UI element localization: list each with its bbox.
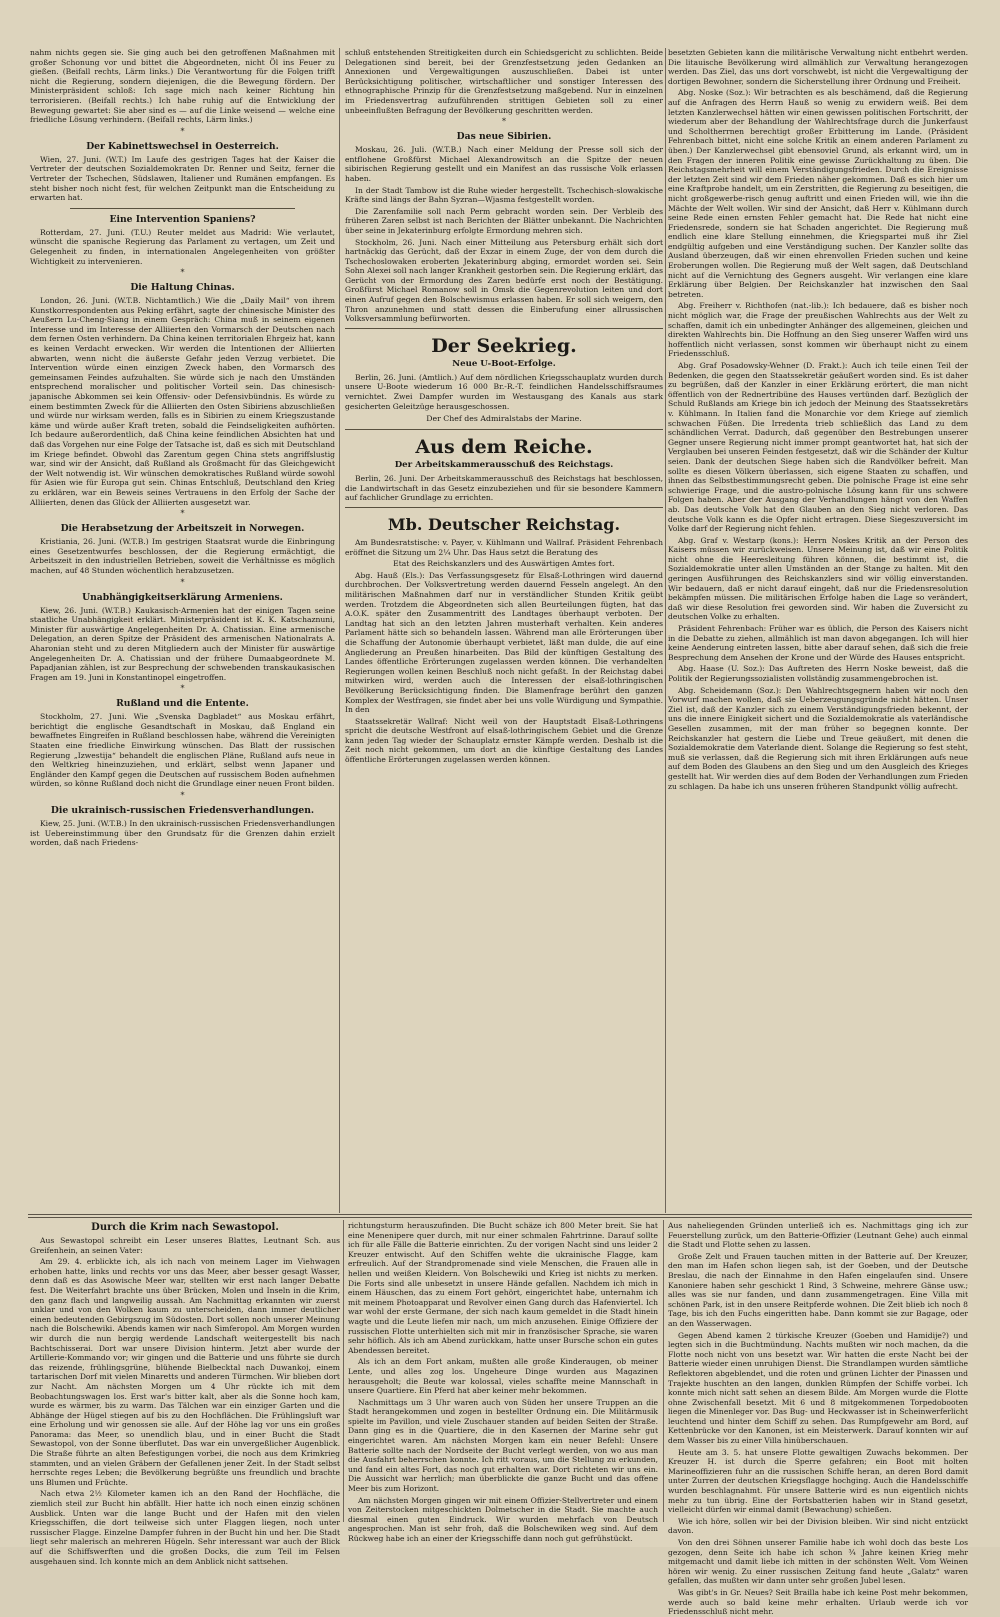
column-divider bbox=[665, 48, 666, 1213]
feuilleton-body: Als ich an dem Fort ankam, mußten alle große Kinderaugen, ob meiner Lente, und alles zog los. Ungeheure Dinge wurden aus Magazinen herausgeholt; die Beute war kolossal, vieles schaffte meine Mannschaft in unsere Quartiere. Ein Pferd hat aber keiner mehr bekommen. bbox=[348, 1357, 658, 1396]
article-body: Etat des Reichskanzlers und des Auswärtigen Amtes fort. bbox=[393, 559, 615, 569]
feuilleton-body: Heute am 3. 5. hat unsere Flotte gewaltigen Zuwachs bekommen. Der Kreuzer H. ist durch die Sperre gefahren; ein Boot mit holten Marineoffizieren fuhr an die russischen Schiffe heran, an deren Bord damit unter Zurren der deutschen Kriegsflagge hochging. Auch die Handelsschiffe wurden beschlagnahmt. Für unsere Batterie wird es nun eigentlich nichts mehr zu tun übrig. Eine der Fortsbatterien haben wir in Stand gesetzt, vielleicht dürfen wir einmal damit (Bewachung) schießen. bbox=[668, 1447, 968, 1515]
separator-star: * bbox=[180, 684, 185, 694]
article-continuation: schluß entstehenden Streitigkeiten durch ein Schiedsgericht zu schlichten. Beide Delegationen sind bereit, bei der Grenzfestsetzung jeden Gedanken an Annexionen und Vergewaltigungen auszuschließen. Dabei ist unter Berücksichtigung politischer, wirtschaftlicher und sonstiger Interessen des ethnographische Prinzip für die Grenzfestsetzung maßgebend. Nur in einzelnen im Friedensvertrag aufzuführenden strittigen Gebieten soll zu einer unbeeinflußten Befragung der Bevölkerung geschritten werden. bbox=[345, 48, 663, 115]
headline-china: Die Haltung Chinas. bbox=[130, 282, 235, 294]
feuilleton-body: Am nächsten Morgen gingen wir mit einem Offizier-Stellvertreter und einem von Zeiterstocken mitgeschickten Dolmetscher in die Stadt. Sie machte auch diesmal einen guten Eindruck. Wir wurden mehrfach von Deutsch angesprochen. Man ist sehr froh, daß die Bolschewiken weg sind. Auf dem Rückweg habe ich an einer der Kriegsschiffe dann noch gut gefrühstückt. bbox=[348, 1495, 658, 1543]
column-1 bbox=[30, 48, 335, 1211]
article-continuation: nahm nichts gegen sie. Sie ging auch bei den getroffenen Maßnahmen mit großer Schonung vor und bittet die Abgeordneten, nicht Öl ins Feuer zu gießen. (Beifall rechts, Lärm links.) Die Verantwortung für die Folgen trifft nicht die Regierung, sondern diejenigen, die die Bewegung fördern. Der Ministerpräsident schloß: Ich sage mich nach keiner Richtung hin terrorisieren. (Beifall rechts.) Ich habe ruhig auf die Entwicklung der Bewegung gewartet: Sie aber sind es — auf die Linke weisend — welche eine friedliche Lösung verhindern. (Beifall rechts, Lärm links.) bbox=[30, 48, 335, 125]
article-body: Abg. Noske (Soz.): Wir betrachten es als beschämend, daß die Regierung auf die Anfragen des Herrn Hauß so wenig zu erwidern weiß. Bei dem letzten Kanzlerwechsel hätten wir einen gewissen politischen Fortschritt, der wiederum aber der Behandlung der Wahlrechtsfrage durch die Junkerfaust und Scholtherrnen berechtigt großer Erbitterung im Lande. (Präsident Fehrenbach bittet, nicht eine solche Kritik an einem anderen Parlament zu üben.) Der Kanzlerwechsel gibt ebensoviel Grund, als erkannt wird, um in den Fragen der inneren Politik eine gewisse Zurückhaltung zu üben. Die Reichstagsmehrheit will einem Verständigungsfrieden. Durch die Ereignisse der letzten Zeit sind wir dem Frieden näher gekommen. Daß es sich hier um eine Kraftprobe handelt, um ein Zerstritten, die Regierung zu beseitigen, die nicht großgewerbe-risch genug auftritt und einen Frieden will, wie ihn die Mächte der Welt wollen. Wir sind der Ansicht, daß Herr v. Kühlmann durch seine Rede einen ernsten Fehler gemacht hat. Die Rede hat nicht eine Friedensrede, sondern sie hat Schaden angerichtet. Die Regierung muß endlich eine klare Stellung einnehmen, die Kriegspartei muß ihr Ziel endgültig aufgeben und eine Verständigung suchen. Der Kanzler sollte das Ausland überzeugen, daß wir einen ehrenvollen Frieden suchen und keine Eroberungen wollen. Die Regierung muß der Welt sagen, daß Deutschland nicht auf die Vernichtung des Gegners ausgeht. Wir verlangen eine klare Erklärung über Belgien. Der Reichskanzler hat inzwischen den Saal betreten. bbox=[668, 88, 968, 299]
article-body: Am Bundesratstische: v. Payer, v. Kühlmann und Wallraf. Präsident Fehrenbach eröffnet die Sitzung um 2¼ Uhr. Das Haus setzt die Beratung des bbox=[345, 538, 663, 557]
article-continuation: besetzten Gebieten kann die militärische Verwaltung nicht entbehrt werden. Die litauische Bevölkerung wird allmählich zur Verwaltung herangezogen werden. Das Ziel, das uns dort vorschwebt, ist nicht die Vergewaltigung der dortigen Bewohner, sondern die Sicherstellung ihrer Ordnung und Freiheit. bbox=[668, 48, 968, 86]
column-divider bbox=[339, 48, 340, 1213]
article-body: Moskau, 26. Juli. (W.T.B.) Nach einer Meldung der Presse soll sich der entflohene Großfürst Michael Alexandrowitsch an die Spitze der neuen sibirischen Regierung gestellt und ein Manifest an das russische Volk erlassen haben. bbox=[345, 145, 663, 183]
headline-armenia: Unabhängigkeitserklärung Armeniens. bbox=[82, 591, 283, 603]
feuilleton-body: Große Zelt und Frauen tauchen mitten in der Batterie auf. Der Kreuzer, den man im Hafen schon liegen sah, ist der Goeben, und der Deutsche Breslau, die nach der Einnahme in den Hafen eingelaufen sind. Unsere Kanoniere haben sehr geschickt 1 Rind, 3 Schweine, mehrere Gänse usw.; alles was sie nur fanden, und dann zusammengetragen. Eine Villa mit schönen Park, ist in den unsere Reitpferde wohnen. Die Zeit blieb ich noch 8 Tage, bis ich den Fuchs eingeritten habe. Dann kommt sie zur Bagage, oder an den Wasserwagen. bbox=[668, 1251, 968, 1328]
article-body: Präsident Fehrenbach: Früher war es üblich, die Person des Kaisers nicht in die Debatte zu ziehen, allmählich ist man davon abgegangen. Ich will hier keine Aenderung eintreten lassen, bitte aber darauf sehen, daß sich die freie Besprechung dem Ansehen der Krone und der Würde des Hauses entspricht. bbox=[668, 624, 968, 662]
section-title-reiche: Aus dem Reiche. bbox=[415, 436, 593, 459]
article-body: Berlin, 26. Juni. (Amtlich.) Auf dem nördlichen Kriegsschauplatz wurden durch unsere U-Boote wiederum 16 000 Br.-R.-T. feindlichen Handelsschiffsraumes vernichtet. Zwei Dampfer wurden im Westausgang des Kanals aus stark gesicherten Geleitzüge herausgeschossen. bbox=[345, 372, 663, 411]
feuilleton-body: Nach etwa 2½ Kilometer kamen ich an den Rand der Hochfläche, die ziemlich steil zur Bucht hin abfällt. Hier hatte ich noch einen einzig schönen Ausblick. Unten war die lange Bucht und der Hafen mit den vielen Kriegsschiffen, die dort teilweise sich unter Flaggen liegen, noch unter russischer Flagge. Einzelne Dampfer fuhren in der Bucht hin und her. Die Stadt liegt sehr malerisch an mehreren Hügeln. Sehr interessant war auch der Blick auf die Schiffswerften und die großen Docks, die zum Teil im Felsen ausgehauen sind. Ich konnte mich an dem Anblick nicht sattsehen. bbox=[30, 1489, 340, 1566]
separator-rule bbox=[345, 429, 663, 430]
article-body: Die Zarenfamilie soll nach Perm gebracht worden sein. Der Verbleib des früheren Zaren selbst ist nach Berichten der Blätter unbekannt. Die Nachrichten über seine in Jekaterinburg erfolgte Ermordung mehren sich. bbox=[345, 206, 663, 235]
article-body: London, 26. Juni. (W.T.B. Nichtamtlich.) Wie die „Daily Mail“ von ihrem Kunstkorrespondenten aus Peking erfährt, sagte der chinesische Minister des Aeußern Lu-Cheng-Siang in einem Gespräch: China muß in seinem eigenen Interesse und im Interesse der Alliierten den Vormarsch der Deutschen nach dem fernen Osten verhindern. Da China keinen territorialen Ehrgeiz hat, kann es keinen Verdacht erwecken. Wir werden die Intentionen der Alliierten abwarten, wenn nicht die äußerste Gefahr jeden Verzug verbietet. Die Intervention würde einen einzigen Zweck haben, den Vormarsch des gemeinsamen Feindes aufzuhalten. Sie würde sich je nach den Umständen entsprechend moralischer und politischer Vorteil sein. Das chinesisch-japanische Abkommen sei kein Offensiv- oder Defensivbündnis. Es würde zu einem bestimmten Zweck für die Alliierten den Osten Sibiriens abzuschließen und würde nur wirksam werden, falls es in Sibirien zu einem Kriegszustande käme und würde außer Kraft treten, sobald die Feindseligkeiten aufhörten. Ich bedaure außerordentlich, daß China keine feindlichen Absichten hat und daß das Vorgehen nur eine Folge der Tatsache ist, daß es sich mit Deutschland im Kriege befindet. Obwohl das Zarentum gegen China stets angriffslustig war, sind wir der Ansicht, daß Rußland als Großmacht für das Gleichgewicht der Welt notwendig ist. Wir wünschen demokratisches Rußland würde sowohl für Asien wie für Europa gut sein. Chinas Entschluß, Deutschland den Krieg zu erklären, war ein Beweis seines Vertrauens in den Erfolg der Sache der Alliierten, denen das Glück der Alliierten ausgesetzt war. bbox=[30, 296, 335, 507]
column-3 bbox=[668, 48, 968, 1211]
feuilleton-column-1 bbox=[30, 1221, 340, 1566]
feuilleton-body: Wie ich höre, sollen wir bei der Division bleiben. Wir sind nicht entzückt davon. bbox=[668, 1516, 968, 1536]
subheadline-uboot: Neue U-Boot-Erfolge. bbox=[452, 358, 556, 369]
article-body: In der Stadt Tambow ist die Ruhe wieder hergestellt. Tschechisch-slowakische Kräfte sind längs der Bahn Syzran—Wjasma festgestellt worden. bbox=[345, 185, 663, 205]
separator-star: * bbox=[502, 117, 506, 127]
feuilleton-body: Nachmittags um 3 Uhr waren auch von Süden her unsere Truppen an die Stadt herangekommen und zogen in bestellter Ordnung ein. Die Militärmusik spielte im Pavillon, und viele Zuschauer standen auf beiden Seiten der Straße. Dann ging es in die Quartiere, die in den Kasernen der Marine sehr gut eingerichtet waren. Am nächsten Morgen kam ein neuer Befehl: Unsere Batterie sollte nach der Nordseite der Bucht verlegt werden, von wo aus man die Ausfahrt beherrschen konnte. Ich ritt voraus, um die Stellung zu erkunden, und fand ein altes Fort, das noch gut erhalten war. Dort richteten wir uns ein. Die Aussicht war herrlich; man überblickte die ganze Bucht und das offene Meer bis zum Horizont. bbox=[348, 1397, 658, 1494]
feuilleton-body: Von den drei Söhnen unserer Familie habe ich wohl doch das beste Los gezogen, denn Seite ich habe ich schon ¾ Jahre keinen Krieg mehr mitgemacht und damit liebe ich mitten in der schönsten Welt. Vom Weinen hören wir wenig. Zu einer russischen Zeitung fand heute „Galatz“ waren gefallen, das mußten wir dann unter sehr großen Jubel lesen. bbox=[668, 1538, 968, 1586]
feuilleton-body: Aus naheliegenden Gründen unterließ ich es. Nachmittags ging ich zur Feuerstellung zurück, um den Batterie-Offizier (Leutnant Gehe) auch einmal die Stadt und Flotte sehen zu lassen. bbox=[668, 1221, 968, 1250]
section-title-seekrieg: Der Seekrieg. bbox=[431, 334, 577, 357]
column-2 bbox=[345, 48, 663, 1211]
headline-norway: Die Herabsetzung der Arbeitszeit in Norwegen. bbox=[60, 523, 305, 535]
article-body: Wien, 27. Juni. (W.T.) Im Laufe des gestrigen Tages hat der Kaiser die Vertreter der deutschen Sozialdemokraten Dr. Renner und Seitz, ferner die Vertreter der Tschechen, Südslawen, Italiener und Rumänen empfangen. Es steht bisher noch nicht fest, für welchen Zeitpunkt man die Entscheidung zu erwarten hat. bbox=[30, 154, 335, 203]
article-body: Abg. Hauß (Els.): Das Verfassungsgesetz für Elsaß-Lothringen wird dauernd durchbrochen. Der Volksvertretung werden dauernd Fesseln angelegt. An den militärischen Maßnahmen darf nur in verständlicher Stunden Kritik geübt werden. Trotzdem die Abgeordneten sich allen Beurteilungen fügten, hat das A.O.K. später den Zusammentritt des Landtages überhaupt verboten. Der Landtag hat sich an den letzten Jahren musterhaft verhalten. Kein anderes Parlament hätte sich so behandeln lassen. Während man alle Erörterungen über die Schaffung der Autonomie überhaupt verbietet, läßt man dulde, die auf eine Angliederung an Preußen hinarbeiten. Das Bild der künftigen Gestaltung des Landes öffentliche Erörterungen zugelassen werden können. Die verhandelten Regierungen wollen keinen Beschluß noch nicht gefaßt. In der Reichstag dabei mitwirken wird, werden auch die Interessen der elsaß-lothringischen Bevölkerung Berücksichtigung finden. Die Blamenfrage berührt den ganzen Komplex der Westfragen, sie findet aber bei uns volle Würdigung und Sympathie. In den bbox=[345, 570, 663, 715]
article-body: Stockholm, 27. Juni. Wie „Svenska Dagbladet“ aus Moskau erfährt, berichtigt die englische Gesandtschaft in Moskau, daß England ein bewaffnetes Eingreifen in Rußland beschlossen habe, während die Vereinigten Staaten eine friedliche Einwirkung wünschen. Das Blatt der russischen Regierung „Izwestija“ behandelt die englischen Pläne, Rußland aufs neue in den Weltkrieg hineinzuziehen, und erklärt, selbst wenn Japaner und Engländer den Kampf gegen die Deutschen auf russischem Boden aufnehmen würden, so könne Rußland doch nicht die Grundlage einer neuen Front bilden. bbox=[30, 712, 335, 789]
feuilleton-body: Was gibt's in Gr. Neues? Seit Brailla habe ich keine Post mehr bekommen, werde auch so bald keine mehr erhalten. Urlaub werde ich vor Friedensschluß nicht mehr. bbox=[668, 1587, 968, 1617]
feuilleton-intro: Aus Sewastopol schreibt ein Leser unseres Blattes, Leutnant Sch. aus Greifenhein, an seinen Vater: bbox=[30, 1236, 340, 1255]
feuilleton-body: Am 29. 4. erblickte ich, als ich nach von meinem Lager im Viehwagen erhoben hatte, links und rechts vor uns das Meer, aber besser gesagt Wasser, denn daß es das Asowische Meer war, stellten wir erst nach langer Debatte fest. Die Weiterfahrt brachte uns über Brücken, Molen und Inseln in die Krim, den ganz flach und langweilig aussah. Am Nachmittag erkannten wir zuerst unklar und von den Wolken kaum zu unterscheiden, dann immer deutlicher einen bedeutenden Gebirgszug im Südosten. Dort sollen noch unserer Meinung nach die Bolschewiki. Abends kamen wir nach Simferopol. Am Morgen wurden wir durch die nun bergig werdende Landschaft weitergestellt bis nach Bachtschisserai. Dort war unsere Division hinterm. Jetzt aber wurde der Artillerie-Kommando vor; wir gingen und die Batterie und uns führte sie durch das reizende, frühlingsgrüne, blühende Bielbecktal nach Duwankoj, einem tartarischen Dorf mit vielen Minaretts und anderen Türmchen. Wir blieben dort zur Nacht. Am nächsten Morgen um 4 Uhr rückte ich mit dem Beobachtungswagen los. Erst war's bitter kalt, aber als die Sonne hoch kam, wurde es wärmer, bis zu warm. Das Tälchen war ein einziger Garten und die Abhänge der Hügel stiegen auf bis zu den Hochflächen. Die Frühlingsluft war eine Erholung und wir genossen sie alle. Auf der Höhe lag vor uns ein großes Panorama: das Meer, so unendlich blau, und in einer Bucht die Stadt Sewastopol, von der Sonne überflutet. Das war ein unvergeßlicher Augenblick. Die Straße führte an alten Befestigungen vorbei, die noch aus dem Krimkrieg stammten, und an vielen Gräbern der Gefallenen jener Zeit. In der Stadt selbst herrschte reges Leben; die Bevölkerung begrüßte uns freundlich und brachte uns Blumen und Früchte. bbox=[30, 1257, 340, 1487]
article-body: Rotterdam, 27. Juni. (T.U.) Reuter meldet aus Madrid: Wie verlautet, wünscht die spanische Regierung das Parlament zu vertagen, um Zeit und Gelegenheit zu finden, in internationalen Angelegenheiten von größter Wichtigkeit zu intervenieren. bbox=[30, 227, 335, 266]
article-body: Abg. Scheidemann (Soz.): Den Wahlrechtsgegnern haben wir noch den Vorwurf machen wollen, daß sie Ueberzeugungsgründe nicht hätten. Unser Ziel ist, daß der Kanzler sich zu einem Verständigungsfrieden bekennt, der uns die innere Einigkeit sichert und die Sozialdemokratie als vaterländische Gesellen zusammen, mit der man früher so begegnen konnte. Der Reichskanzler hat gestern die Liebe und Treue geäußert, mit denen die Sozialdemokratie dem Vaterlande dient. Solange die Regierung so fest steht, muß sie verlassen, daß die Regierung sich mit ihren Erklärungen aufs neue auf dem Boden des Glaubens an den Sieg und um den Ausgleich des Krieges gestellt hat. Wir werden dies auf dem Boden der Verhandlungen zum Frieden zu schlagen. Da habe ich uns unseren früheren Standpunkt völlig aufrecht. bbox=[668, 685, 968, 791]
headline-russia-entente: Rußland und die Entente. bbox=[116, 698, 249, 710]
column-divider bbox=[343, 1220, 344, 1522]
headline-ukraine-russia: Die ukrainisch-russischen Friedensverhandlungen. bbox=[50, 805, 315, 817]
separator-star: * bbox=[180, 268, 185, 278]
article-body: Abg. Haase (U. Soz.): Das Auftreten des Herrn Noske beweist, daß die Politik der Regierungssozialisten vollständig zusammengebrochen ist. bbox=[668, 664, 968, 683]
column-divider bbox=[663, 1220, 664, 1522]
feuilleton-column-2 bbox=[348, 1221, 658, 1543]
section-title-reichstag: Mb. Deutscher Reichstag. bbox=[387, 515, 621, 534]
horizontal-divider bbox=[28, 1214, 972, 1218]
article-body: Abg. Freiherr v. Richthofen (nat.-lib.): Ich bedauere, daß es bisher noch nicht möglich war, die Frage der preußischen Wahlrechts aus der Welt zu schaffen, damit ich ein unbedingter Anhänger des allgemeinen, gleichen und direkten Wahlrechts bin. Die Hoffnung an den Sieg unserer Waffen wird uns hoffentlich nicht verlassen, sonst kommen wir überhaupt nicht zu einem Friedensschluß. bbox=[668, 301, 968, 359]
separator-rule bbox=[70, 208, 295, 209]
article-body: Kiew, 25. Juni. (W.T.B.) In den ukrainisch-russischen Friedensverhandlungen ist Uebereinstimmung über den Grundsatz für die Grenzen dahin erzielt worden, daß nach Friedens- bbox=[30, 819, 335, 848]
feuilleton-column-3 bbox=[668, 1221, 968, 1617]
headline-spain: Eine Intervention Spaniens? bbox=[109, 213, 256, 225]
separator-star: * bbox=[180, 577, 185, 587]
article-body: Kristiania, 26. Juni. (W.T.B.) Im gestrigen Staatsrat wurde die Einbringung eines Gesetzentwurfes beschlossen, der die Regierung ermächtigt, die Arbeitszeit in den industriellen Betrieben, soweit die Verhältnisse es möglich machen, auf 48 Stunden wöchentlich herabzusetzen. bbox=[30, 537, 335, 575]
separator-star: * bbox=[180, 509, 185, 519]
article-body: Berlin, 26. Juni. Der Arbeitskammerausschuß des Reichstags hat beschlossen, die Landwirtschaft in das Gesetz einzubeziehen und für sie besondere Kammern auf fachlicher Grundlage zu errichten. bbox=[345, 474, 663, 503]
headline-siberia: Das neue Sibirien. bbox=[456, 131, 552, 143]
feuilleton-title: Durch die Krim nach Sewastopol. bbox=[91, 1222, 279, 1233]
separator-star: * bbox=[180, 126, 185, 136]
separator-rule bbox=[345, 328, 663, 329]
separator-star: * bbox=[180, 791, 185, 801]
article-body: Abg. Graf v. Westarp (kons.): Herrn Noskes Kritik an der Person des Kaisers müssen wir zurückweisen. Unsere Meinung ist, daß wir eine Politik nicht ohne die Heeresleitung führen können, die bestimmt ist, die Sozialdemokratie unter allen Umständen an der Stange zu halten. Mit den geringen Ausführungen des Reichskanzlers sind wir völlig einverstanden. Wir bedauern, daß er nicht darauf eingeht, daß nur die Friedensresolution bekämpfen müssen. Die militärischen Erfolge haben die Lage so verändert, daß wir diese Resolution frei geworden sind. Wir haben die Zuversicht zu deutschen Volke zu erhalten. bbox=[668, 535, 968, 622]
article-body: Staatssekretär Wallraf: Nicht weil von der Hauptstadt Elsaß-Lothringens spricht die deutsche Westfront auf elsaß-lothringischem Gebiet und die Grenze kann jeden Tag wieder der Schauplatz ernster Kämpfe werden. Deshalb ist die Zeit noch nicht gekommen, um dort an die künftige Gestaltung des Landes öffentliche Erörterungen zugelassen werden können. bbox=[345, 716, 663, 765]
subheadline-arbeitskammer: Der Arbeitskammerausschuß des Reichstags. bbox=[394, 460, 614, 471]
article-body: Abg. Graf Posadowsky-Wehner (D. Frakt.): Auch ich teile einen Teil der Bedenken, die gegen den Staatssekretär geäußert worden sind. Es ist daher zu begrüßen, daß der Kanzler in einer Erklärung erörtert, die man nicht öffentlich von der Rednertribüne des Hauses vertünden darf. Bezüglich der Schuld Rußlands am Kriege bin ich jedoch der Meinung des Staatssekretärs v. Kühlmann. In Italien fand die Monarchie vor dem Kriege auf ziemlich schwachen Füßen. Die Irredenta trieb schließlich das Land zu dem schändlichen Verrat. Dadurch, daß gegenüber den Bestrebungen unserer Gegner unsere Regierung nicht immer prompt geantwortet hat, hat sich der Verglauben bei unseren Feinden festgesetzt, daß wir die Schänder der Kultur seien. Dank der deutschen Siege haben sich die Randvölker befreit. Man sollte es diesen Völkern überlassen, sich eigene Staaten zu schaffen, und ihnen das Selbstbestimmungsrecht geben. Die polnische Frage ist eine sehr schwierige Frage, und die austro-polnische Lösung kann für uns schwere Folgen haben. Aber der Ausgang der Verhandlungen hängt von den Waffen ab. Das deutsche Volk hat den Glauben an den Sieg nicht verloren. Das deutsche Volk kann es die Opfer nicht ertragen. Diese Siegeszuversicht im Volke darf der Regierung nicht fehlen. bbox=[668, 361, 968, 534]
article-body: Kiew, 26. Juni. (W.T.B.) Kaukasisch-Armenien hat der einigen Tagen seine staatliche Unabhängigkeit erklärt. Ministerpräsident ist K. K. Katschaznuni, Minister für auswärtige Angelegenheiten Dr. A. Chatissian. Eine armenische Delegation, an deren Spitze der Präsident des armenischen Nationalrats A. Aharonian steht und zu deren Mitgliedern auch der Minister für auswärtige Angelegenheiten Dr. A. Chatissian und der frühere Dumaabgeordnete M. Papadjanian zählen, ist zur Besprechung der schwebenden transkaukasischen Fragen am 19. Juni in Konstantinopel eingetroffen. bbox=[30, 605, 335, 682]
separator-rule bbox=[345, 507, 663, 508]
article-body: Stockholm, 26. Juni. Nach einer Mitteilung aus Petersburg erhält sich dort hartnäckig das Gerücht, daß der Exzar in einem Zuge, der von dem durch die Tschechoslowaken eroberten Jekaterinburg abging, ermordet worden sei. Sein Sohn Alexei soll nach langer Krankheit gestorben sein. Die Regierung erklärt, das Gerücht von der Ermordung des Zaren bedürfe erst noch der Bestätigung. Großfürst Michael Romanow soll in Omsk die Gegenrevolution leiten und dort einen Aufruf gegen den Bolschewismus erlassen haben. Er soll sich weigern, den Thron anzunehmen und statt dessen die Einberufung einer allrussischen Volksversammlung befürworten. bbox=[345, 237, 663, 324]
feuilleton-body: richtungsturm herauszufinden. Die Bucht schäze ich 800 Meter breit. Sie hat eine Menenipere quer durch, mit nur einer schmalen Fahrtrinne. Darauf sollte ich für alle Fälle die Batterie einrichten. Zu der vorigen Nacht sind uns leider 2 Kreuzer entwischt. Auf den Schiffen wehte die ukrainische Flagge, kam erfreulich. Auf der Strandpromenade sind viele Menschen, die Frauen alle in hellen und weißen Kleidern. Von Bolschewiki und Krieg ist nichts zu merken. Die Forts sind alle unbesetzt in unsere Hände gefallen. Nachdem ich mich in einem Häuschen, das zu einem Fort gehört, eingerichtet habe, unternahm ich mit meinem Photoapparat und Revolver einen Gang durch das Hafenviertel. Ich war wohl der erste Germane, der sich nach kaum gemeldet in die Stadt hinein wagte und die Leute liefen mir nach, um mich anzusehen. Einige Offiziere der russischen Flotte unterhielten sich mit mir in französischer Sprache, sie waren sehr höflich. Als ich am Abend zurückkam, hatte unser Bursche schon ein gutes Abendessen bereitet. bbox=[348, 1221, 658, 1355]
feuilleton-body: Gegen Abend kamen 2 türkische Kreuzer (Goeben und Hamidije?) und legten sich in die Buchtmündung. Nachts mußten wir noch machen, da die Flotte noch nicht von uns besetzt war. Wir hatten die erste Nacht bei der Batterie wieder einen unruhigen Dienst. Die Strandlampen wurden sämtliche Reflektoren abgeblendet, und die roten und grünen Lichter der Pinassen und Trajekte huschten an den langen, dunklen Rümpfen der Schiffe vorbei. Ich konnte mich nicht satt sehen an diesem Bilde. Am Morgen wurde die Flotte ohne Zwischenfall besetzt. Mit 6 und 8 mitgekommenen Torpedobooten liegen die Minenleger vor. Das Bug- und Heckwasser ist in Scheinwerferlicht leuchtend und hinter dem Schiff zu sehen. Das Rumpfgewehr am Bord, auf Kettenbrücke vor den Kanonen, ist ein Meisterwerk. Darauf konnten wir auf dem Wasser bis zu einer Villa hinüberschauen. bbox=[668, 1330, 968, 1446]
signature-admiralstab: Der Chef des Admiralstabs der Marine. bbox=[426, 414, 582, 424]
headline-cabinet-change: Der Kabinettswechsel in Oesterreich. bbox=[86, 140, 279, 152]
